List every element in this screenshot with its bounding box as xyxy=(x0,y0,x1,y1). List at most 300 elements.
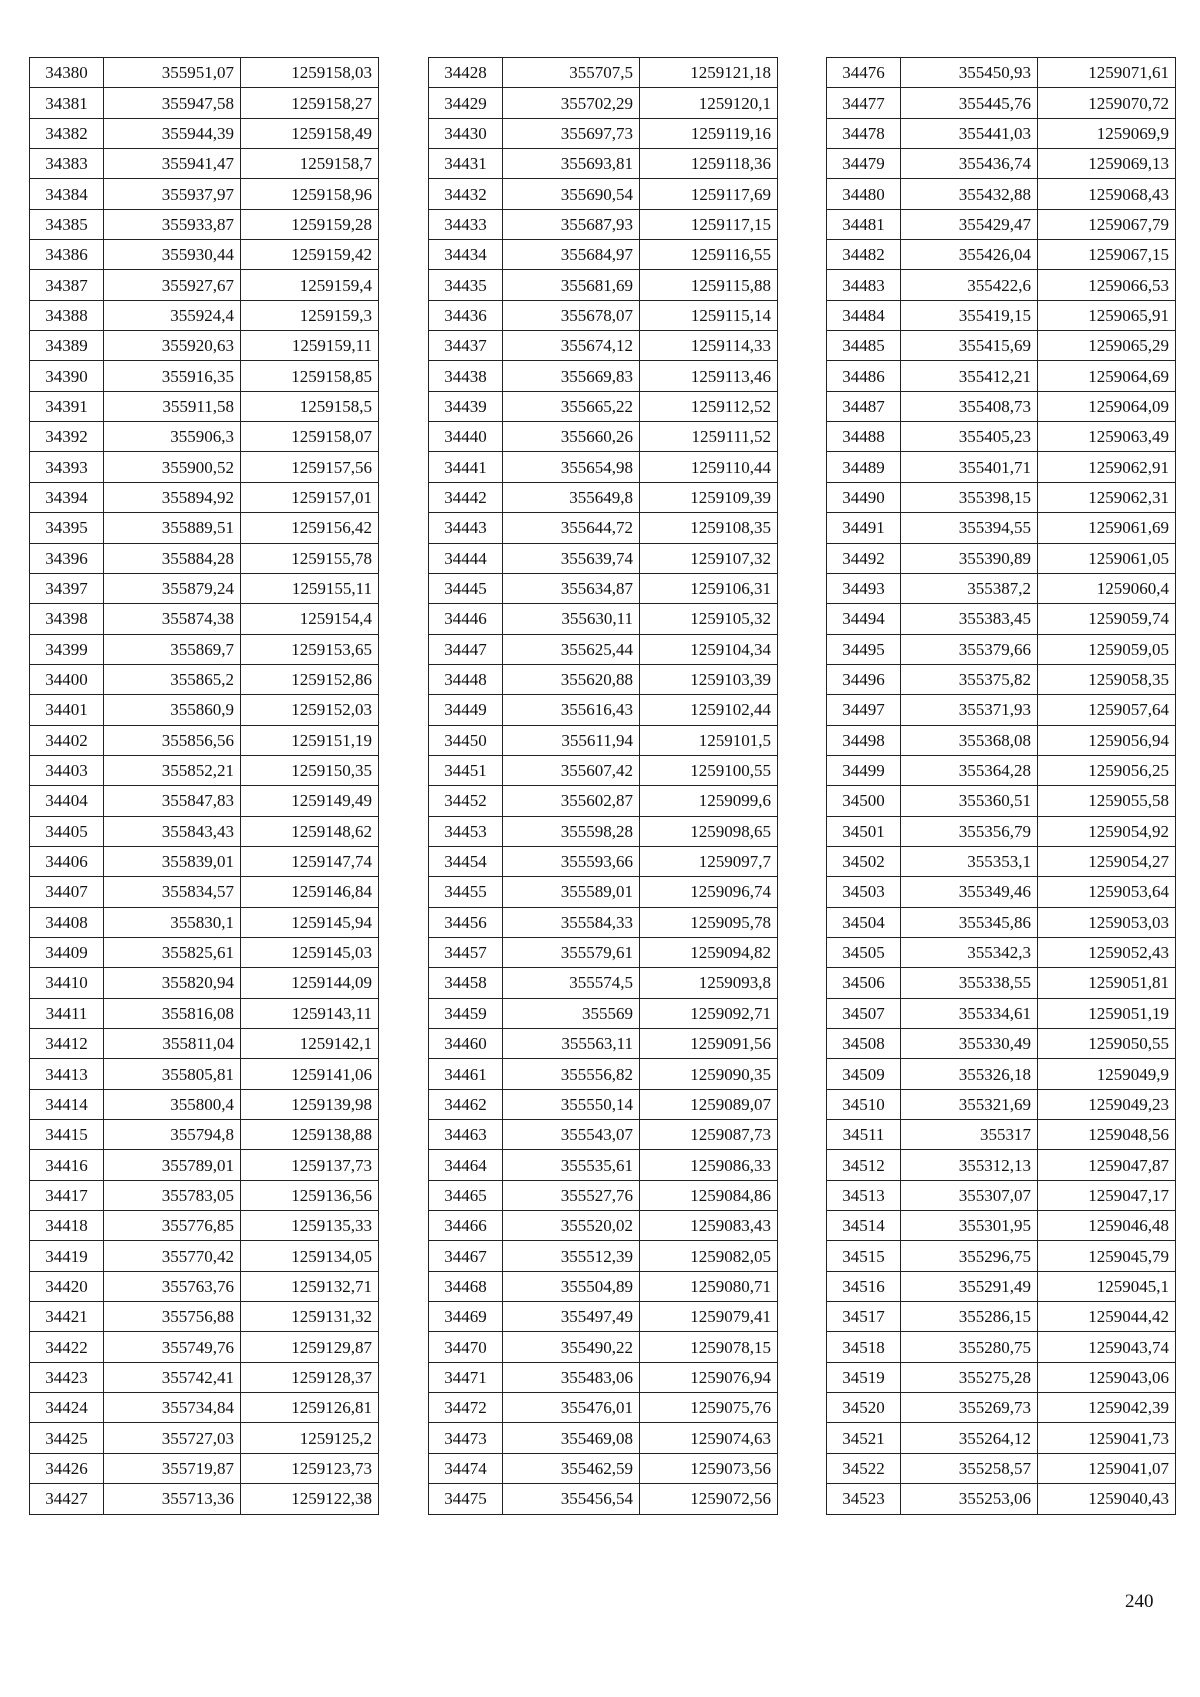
point-number-cell: 34386 xyxy=(30,240,104,270)
table-row xyxy=(30,331,379,361)
point-number-cell: 34407 xyxy=(30,877,104,907)
x-coordinate-cell: 355476,01 xyxy=(503,1393,640,1423)
y-coordinate-cell: 1259158,5 xyxy=(241,391,379,421)
point-number-cell: 34435 xyxy=(429,270,503,300)
x-coordinate-cell: 355800,4 xyxy=(104,1089,241,1119)
point-number-cell: 34496 xyxy=(827,664,901,694)
table-row xyxy=(429,240,778,270)
x-coordinate-cell: 355690,54 xyxy=(503,179,640,209)
x-coordinate-cell: 355684,97 xyxy=(503,240,640,270)
table-row xyxy=(30,664,379,694)
y-coordinate-cell: 1259134,05 xyxy=(241,1241,379,1271)
point-number-cell: 34430 xyxy=(429,118,503,148)
table-row xyxy=(429,58,778,88)
table-row xyxy=(827,209,1176,239)
point-number-cell: 34503 xyxy=(827,877,901,907)
point-number-cell: 34487 xyxy=(827,391,901,421)
table-row xyxy=(429,452,778,482)
x-coordinate-cell: 355947,58 xyxy=(104,88,241,118)
y-coordinate-cell: 1259050,55 xyxy=(1038,1029,1176,1059)
point-number-cell: 34383 xyxy=(30,149,104,179)
point-number-cell: 34388 xyxy=(30,300,104,330)
y-coordinate-cell: 1259062,91 xyxy=(1038,452,1176,482)
y-coordinate-cell: 1259080,71 xyxy=(640,1271,778,1301)
point-number-cell: 34501 xyxy=(827,816,901,846)
y-coordinate-cell: 1259158,27 xyxy=(241,88,379,118)
point-number-cell: 34490 xyxy=(827,482,901,512)
y-coordinate-cell: 1259099,6 xyxy=(640,786,778,816)
y-coordinate-cell: 1259053,03 xyxy=(1038,907,1176,937)
point-number-cell: 34381 xyxy=(30,88,104,118)
table-row xyxy=(429,1211,778,1241)
point-number-cell: 34390 xyxy=(30,361,104,391)
x-coordinate-cell: 355702,29 xyxy=(503,88,640,118)
point-number-cell: 34482 xyxy=(827,240,901,270)
y-coordinate-cell: 1259106,31 xyxy=(640,573,778,603)
table-row xyxy=(429,1029,778,1059)
x-coordinate-cell: 355649,8 xyxy=(503,482,640,512)
y-coordinate-cell: 1259117,15 xyxy=(640,209,778,239)
x-coordinate-cell: 355678,07 xyxy=(503,300,640,330)
table-row xyxy=(429,1302,778,1332)
point-number-cell: 34450 xyxy=(429,725,503,755)
table-row xyxy=(827,1332,1176,1362)
x-coordinate-cell: 355441,03 xyxy=(901,118,1038,148)
x-coordinate-cell: 355456,54 xyxy=(503,1484,640,1514)
table-row xyxy=(827,755,1176,785)
y-coordinate-cell: 1259155,11 xyxy=(241,573,379,603)
table-row xyxy=(429,604,778,634)
point-number-cell: 34483 xyxy=(827,270,901,300)
table-row xyxy=(429,907,778,937)
point-number-cell: 34409 xyxy=(30,937,104,967)
point-number-cell: 34466 xyxy=(429,1211,503,1241)
y-coordinate-cell: 1259159,11 xyxy=(241,331,379,361)
y-coordinate-cell: 1259043,06 xyxy=(1038,1362,1176,1392)
table-row xyxy=(827,361,1176,391)
x-coordinate-cell: 355920,63 xyxy=(104,331,241,361)
y-coordinate-cell: 1259084,86 xyxy=(640,1180,778,1210)
point-number-cell: 34513 xyxy=(827,1180,901,1210)
table-row xyxy=(827,604,1176,634)
x-coordinate-cell: 355794,8 xyxy=(104,1120,241,1150)
y-coordinate-cell: 1259152,03 xyxy=(241,695,379,725)
x-coordinate-cell: 355924,4 xyxy=(104,300,241,330)
x-coordinate-cell: 355291,49 xyxy=(901,1271,1038,1301)
point-number-cell: 34479 xyxy=(827,149,901,179)
y-coordinate-cell: 1259157,01 xyxy=(241,482,379,512)
y-coordinate-cell: 1259076,94 xyxy=(640,1362,778,1392)
y-coordinate-cell: 1259045,79 xyxy=(1038,1241,1176,1271)
x-coordinate-cell: 355589,01 xyxy=(503,877,640,907)
point-number-cell: 34510 xyxy=(827,1089,901,1119)
y-coordinate-cell: 1259139,98 xyxy=(241,1089,379,1119)
point-number-cell: 34518 xyxy=(827,1332,901,1362)
x-coordinate-cell: 355301,95 xyxy=(901,1211,1038,1241)
y-coordinate-cell: 1259095,78 xyxy=(640,907,778,937)
table-row xyxy=(30,877,379,907)
y-coordinate-cell: 1259041,07 xyxy=(1038,1453,1176,1483)
table-row xyxy=(827,1029,1176,1059)
point-number-cell: 34445 xyxy=(429,573,503,603)
x-coordinate-cell: 355426,04 xyxy=(901,240,1038,270)
y-coordinate-cell: 1259047,87 xyxy=(1038,1150,1176,1180)
point-number-cell: 34394 xyxy=(30,482,104,512)
x-coordinate-cell: 355763,76 xyxy=(104,1271,241,1301)
x-coordinate-cell: 355593,66 xyxy=(503,846,640,876)
point-number-cell: 34499 xyxy=(827,755,901,785)
y-coordinate-cell: 1259148,62 xyxy=(241,816,379,846)
y-coordinate-cell: 1259158,07 xyxy=(241,422,379,452)
x-coordinate-cell: 355342,3 xyxy=(901,937,1038,967)
point-number-cell: 34382 xyxy=(30,118,104,148)
x-coordinate-cell: 355387,2 xyxy=(901,573,1038,603)
point-number-cell: 34380 xyxy=(30,58,104,88)
point-number-cell: 34400 xyxy=(30,664,104,694)
x-coordinate-cell: 355345,86 xyxy=(901,907,1038,937)
y-coordinate-cell: 1259116,55 xyxy=(640,240,778,270)
x-coordinate-cell: 355776,85 xyxy=(104,1211,241,1241)
y-coordinate-cell: 1259157,56 xyxy=(241,452,379,482)
table-row xyxy=(429,300,778,330)
table-row xyxy=(429,118,778,148)
table-row xyxy=(30,1453,379,1483)
table-row xyxy=(429,1180,778,1210)
point-number-cell: 34519 xyxy=(827,1362,901,1392)
point-number-cell: 34421 xyxy=(30,1302,104,1332)
table-row xyxy=(429,877,778,907)
point-number-cell: 34480 xyxy=(827,179,901,209)
point-number-cell: 34406 xyxy=(30,846,104,876)
y-coordinate-cell: 1259074,63 xyxy=(640,1423,778,1453)
y-coordinate-cell: 1259152,86 xyxy=(241,664,379,694)
y-coordinate-cell: 1259154,4 xyxy=(241,604,379,634)
table-row xyxy=(30,968,379,998)
y-coordinate-cell: 1259091,56 xyxy=(640,1029,778,1059)
point-number-cell: 34391 xyxy=(30,391,104,421)
x-coordinate-cell: 355660,26 xyxy=(503,422,640,452)
x-coordinate-cell: 355253,06 xyxy=(901,1484,1038,1514)
point-number-cell: 34474 xyxy=(429,1453,503,1483)
y-coordinate-cell: 1259056,25 xyxy=(1038,755,1176,785)
point-number-cell: 34454 xyxy=(429,846,503,876)
point-number-cell: 34410 xyxy=(30,968,104,998)
table-row xyxy=(30,1029,379,1059)
table-row xyxy=(827,118,1176,148)
point-number-cell: 34493 xyxy=(827,573,901,603)
y-coordinate-cell: 1259126,81 xyxy=(241,1393,379,1423)
y-coordinate-cell: 1259064,69 xyxy=(1038,361,1176,391)
table-row xyxy=(429,1241,778,1271)
point-number-cell: 34452 xyxy=(429,786,503,816)
table-row xyxy=(827,482,1176,512)
y-coordinate-cell: 1259070,72 xyxy=(1038,88,1176,118)
table-row xyxy=(429,573,778,603)
x-coordinate-cell: 355749,76 xyxy=(104,1332,241,1362)
x-coordinate-cell: 355527,76 xyxy=(503,1180,640,1210)
point-number-cell: 34397 xyxy=(30,573,104,603)
x-coordinate-cell: 355504,89 xyxy=(503,1271,640,1301)
y-coordinate-cell: 1259146,84 xyxy=(241,877,379,907)
x-coordinate-cell: 355639,74 xyxy=(503,543,640,573)
y-coordinate-cell: 1259067,79 xyxy=(1038,209,1176,239)
y-coordinate-cell: 1259096,74 xyxy=(640,877,778,907)
x-coordinate-cell: 355697,73 xyxy=(503,118,640,148)
y-coordinate-cell: 1259156,42 xyxy=(241,513,379,543)
x-coordinate-cell: 355419,15 xyxy=(901,300,1038,330)
y-coordinate-cell: 1259068,43 xyxy=(1038,179,1176,209)
y-coordinate-cell: 1259093,8 xyxy=(640,968,778,998)
y-coordinate-cell: 1259061,05 xyxy=(1038,543,1176,573)
page-number: 240 xyxy=(1125,1591,1154,1612)
point-number-cell: 34425 xyxy=(30,1423,104,1453)
x-coordinate-cell: 355422,6 xyxy=(901,270,1038,300)
y-coordinate-cell: 1259098,65 xyxy=(640,816,778,846)
x-coordinate-cell: 355630,11 xyxy=(503,604,640,634)
x-coordinate-cell: 355269,73 xyxy=(901,1393,1038,1423)
table-row xyxy=(429,937,778,967)
table-row xyxy=(30,1271,379,1301)
table-row xyxy=(30,543,379,573)
point-number-cell: 34415 xyxy=(30,1120,104,1150)
table-row xyxy=(827,1393,1176,1423)
y-coordinate-cell: 1259120,1 xyxy=(640,88,778,118)
x-coordinate-cell: 355933,87 xyxy=(104,209,241,239)
x-coordinate-cell: 355611,94 xyxy=(503,725,640,755)
x-coordinate-cell: 355405,23 xyxy=(901,422,1038,452)
table-row xyxy=(827,1120,1176,1150)
x-coordinate-cell: 355674,12 xyxy=(503,331,640,361)
table-row xyxy=(827,58,1176,88)
point-number-cell: 34398 xyxy=(30,604,104,634)
point-number-cell: 34426 xyxy=(30,1453,104,1483)
x-coordinate-cell: 355681,69 xyxy=(503,270,640,300)
point-number-cell: 34424 xyxy=(30,1393,104,1423)
point-number-cell: 34462 xyxy=(429,1089,503,1119)
table-row xyxy=(429,422,778,452)
x-coordinate-cell: 355742,41 xyxy=(104,1362,241,1392)
table-row xyxy=(429,1120,778,1150)
x-coordinate-cell: 355375,82 xyxy=(901,664,1038,694)
y-coordinate-cell: 1259158,7 xyxy=(241,149,379,179)
table-row xyxy=(429,998,778,1028)
table-row xyxy=(429,361,778,391)
table-row xyxy=(429,695,778,725)
y-coordinate-cell: 1259158,96 xyxy=(241,179,379,209)
table-row xyxy=(429,88,778,118)
table-row xyxy=(30,482,379,512)
point-number-cell: 34506 xyxy=(827,968,901,998)
point-number-cell: 34514 xyxy=(827,1211,901,1241)
y-coordinate-cell: 1259087,73 xyxy=(640,1120,778,1150)
x-coordinate-cell: 355830,1 xyxy=(104,907,241,937)
y-coordinate-cell: 1259151,19 xyxy=(241,725,379,755)
y-coordinate-cell: 1259109,39 xyxy=(640,482,778,512)
point-number-cell: 34457 xyxy=(429,937,503,967)
point-number-cell: 34473 xyxy=(429,1423,503,1453)
x-coordinate-cell: 355275,28 xyxy=(901,1362,1038,1392)
table-row xyxy=(30,391,379,421)
y-coordinate-cell: 1259052,43 xyxy=(1038,937,1176,967)
x-coordinate-cell: 355535,61 xyxy=(503,1150,640,1180)
table-row xyxy=(827,88,1176,118)
x-coordinate-cell: 355296,75 xyxy=(901,1241,1038,1271)
x-coordinate-cell: 355364,28 xyxy=(901,755,1038,785)
x-coordinate-cell: 355574,5 xyxy=(503,968,640,998)
table-row xyxy=(30,1120,379,1150)
table-row xyxy=(30,1393,379,1423)
table-row xyxy=(30,1241,379,1271)
x-coordinate-cell: 355906,3 xyxy=(104,422,241,452)
x-coordinate-cell: 355371,93 xyxy=(901,695,1038,725)
x-coordinate-cell: 355616,43 xyxy=(503,695,640,725)
y-coordinate-cell: 1259049,23 xyxy=(1038,1089,1176,1119)
y-coordinate-cell: 1259083,43 xyxy=(640,1211,778,1241)
x-coordinate-cell: 355584,33 xyxy=(503,907,640,937)
x-coordinate-cell: 355625,44 xyxy=(503,634,640,664)
y-coordinate-cell: 1259063,49 xyxy=(1038,422,1176,452)
point-number-cell: 34455 xyxy=(429,877,503,907)
x-coordinate-cell: 355579,61 xyxy=(503,937,640,967)
point-number-cell: 34523 xyxy=(827,1484,901,1514)
point-number-cell: 34434 xyxy=(429,240,503,270)
y-coordinate-cell: 1259045,1 xyxy=(1038,1271,1176,1301)
table-row xyxy=(827,907,1176,937)
y-coordinate-cell: 1259073,56 xyxy=(640,1453,778,1483)
y-coordinate-cell: 1259060,4 xyxy=(1038,573,1176,603)
table-row xyxy=(429,331,778,361)
x-coordinate-cell: 355401,71 xyxy=(901,452,1038,482)
table-row xyxy=(827,391,1176,421)
y-coordinate-cell: 1259059,05 xyxy=(1038,634,1176,664)
point-number-cell: 34437 xyxy=(429,331,503,361)
point-number-cell: 34402 xyxy=(30,725,104,755)
point-number-cell: 34413 xyxy=(30,1059,104,1089)
x-coordinate-cell: 355756,88 xyxy=(104,1302,241,1332)
table-row xyxy=(30,513,379,543)
table-row xyxy=(429,1089,778,1119)
table-row xyxy=(30,361,379,391)
x-coordinate-cell: 355951,07 xyxy=(104,58,241,88)
x-coordinate-cell: 355321,69 xyxy=(901,1089,1038,1119)
table-row xyxy=(429,1332,778,1362)
table-row xyxy=(429,391,778,421)
y-coordinate-cell: 1259114,33 xyxy=(640,331,778,361)
x-coordinate-cell: 355911,58 xyxy=(104,391,241,421)
y-coordinate-cell: 1259079,41 xyxy=(640,1302,778,1332)
table-row xyxy=(429,755,778,785)
table-row xyxy=(429,1362,778,1392)
point-number-cell: 34404 xyxy=(30,786,104,816)
point-number-cell: 34401 xyxy=(30,695,104,725)
point-number-cell: 34469 xyxy=(429,1302,503,1332)
point-number-cell: 34504 xyxy=(827,907,901,937)
point-number-cell: 34418 xyxy=(30,1211,104,1241)
x-coordinate-cell: 355789,01 xyxy=(104,1150,241,1180)
table-row xyxy=(827,1211,1176,1241)
table-row xyxy=(827,543,1176,573)
table-row xyxy=(30,725,379,755)
table-row xyxy=(827,179,1176,209)
table-row xyxy=(827,300,1176,330)
x-coordinate-cell: 355602,87 xyxy=(503,786,640,816)
table-row xyxy=(429,664,778,694)
x-coordinate-cell: 355334,61 xyxy=(901,998,1038,1028)
point-number-cell: 34516 xyxy=(827,1271,901,1301)
x-coordinate-cell: 355944,39 xyxy=(104,118,241,148)
table-row xyxy=(429,270,778,300)
x-coordinate-cell: 355415,69 xyxy=(901,331,1038,361)
y-coordinate-cell: 1259054,27 xyxy=(1038,846,1176,876)
table-row xyxy=(30,998,379,1028)
y-coordinate-cell: 1259071,61 xyxy=(1038,58,1176,88)
y-coordinate-cell: 1259136,56 xyxy=(241,1180,379,1210)
table-row xyxy=(827,149,1176,179)
table-row xyxy=(827,1150,1176,1180)
table-row xyxy=(827,664,1176,694)
y-coordinate-cell: 1259051,81 xyxy=(1038,968,1176,998)
y-coordinate-cell: 1259069,9 xyxy=(1038,118,1176,148)
table-row xyxy=(30,755,379,785)
x-coordinate-cell: 355338,55 xyxy=(901,968,1038,998)
table-row xyxy=(827,1453,1176,1483)
point-number-cell: 34486 xyxy=(827,361,901,391)
y-coordinate-cell: 1259111,52 xyxy=(640,422,778,452)
table-row xyxy=(827,937,1176,967)
x-coordinate-cell: 355811,04 xyxy=(104,1029,241,1059)
point-number-cell: 34420 xyxy=(30,1271,104,1301)
y-coordinate-cell: 1259158,49 xyxy=(241,118,379,148)
x-coordinate-cell: 355783,05 xyxy=(104,1180,241,1210)
y-coordinate-cell: 1259064,09 xyxy=(1038,391,1176,421)
point-number-cell: 34485 xyxy=(827,331,901,361)
table-row xyxy=(827,331,1176,361)
x-coordinate-cell: 355713,36 xyxy=(104,1484,241,1514)
point-number-cell: 34471 xyxy=(429,1362,503,1392)
x-coordinate-cell: 355669,83 xyxy=(503,361,640,391)
point-number-cell: 34436 xyxy=(429,300,503,330)
x-coordinate-cell: 355869,7 xyxy=(104,634,241,664)
x-coordinate-cell: 355556,82 xyxy=(503,1059,640,1089)
y-coordinate-cell: 1259143,11 xyxy=(241,998,379,1028)
table-row xyxy=(429,543,778,573)
y-coordinate-cell: 1259092,71 xyxy=(640,998,778,1028)
y-coordinate-cell: 1259129,87 xyxy=(241,1332,379,1362)
point-number-cell: 34464 xyxy=(429,1150,503,1180)
x-coordinate-cell: 355490,22 xyxy=(503,1332,640,1362)
table-row xyxy=(30,179,379,209)
x-coordinate-cell: 355847,83 xyxy=(104,786,241,816)
y-coordinate-cell: 1259069,13 xyxy=(1038,149,1176,179)
point-number-cell: 34505 xyxy=(827,937,901,967)
coordinate-table-2 xyxy=(428,57,778,1515)
y-coordinate-cell: 1259101,5 xyxy=(640,725,778,755)
x-coordinate-cell: 355834,57 xyxy=(104,877,241,907)
point-number-cell: 34448 xyxy=(429,664,503,694)
x-coordinate-cell: 355644,72 xyxy=(503,513,640,543)
y-coordinate-cell: 1259082,05 xyxy=(640,1241,778,1271)
x-coordinate-cell: 355620,88 xyxy=(503,664,640,694)
x-coordinate-cell: 355884,28 xyxy=(104,543,241,573)
y-coordinate-cell: 1259044,42 xyxy=(1038,1302,1176,1332)
x-coordinate-cell: 355654,98 xyxy=(503,452,640,482)
x-coordinate-cell: 355900,52 xyxy=(104,452,241,482)
point-number-cell: 34489 xyxy=(827,452,901,482)
y-coordinate-cell: 1259054,92 xyxy=(1038,816,1176,846)
x-coordinate-cell: 355379,66 xyxy=(901,634,1038,664)
table-row xyxy=(30,786,379,816)
point-number-cell: 34467 xyxy=(429,1241,503,1271)
